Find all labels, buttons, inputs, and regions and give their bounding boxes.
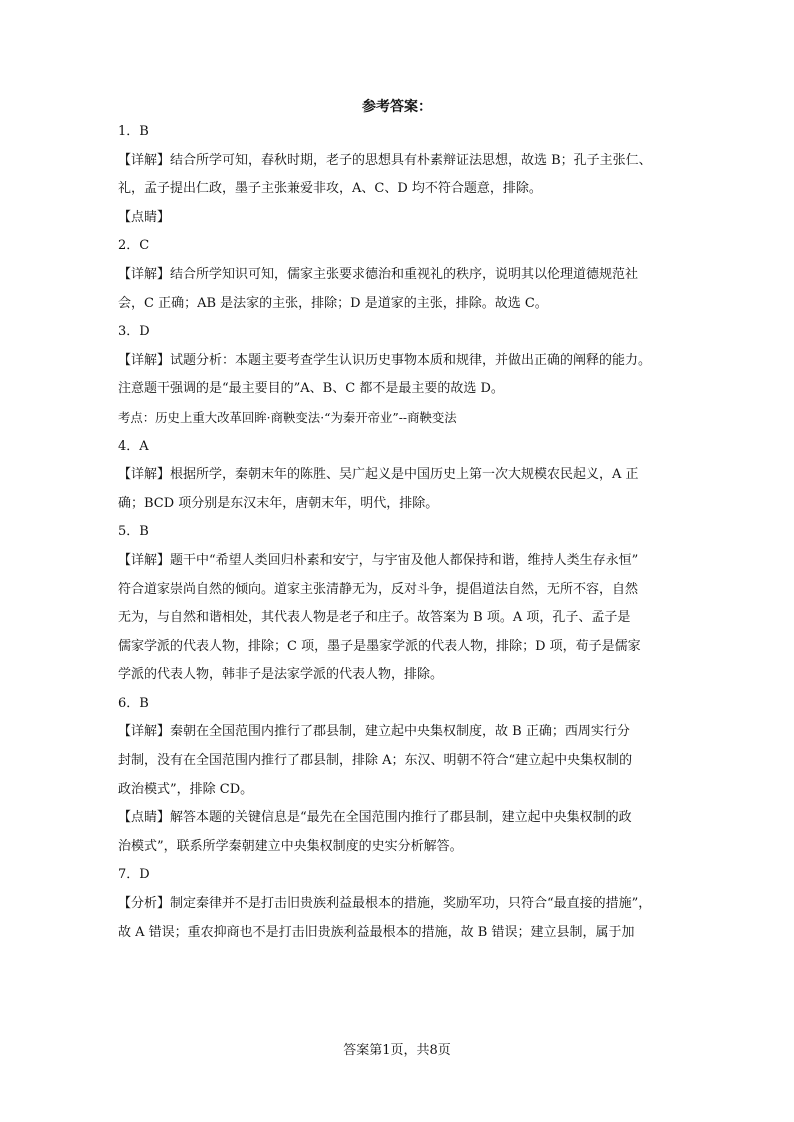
text-line: 【详解】题干中“希望人类回归朴素和安宁，与宇宙及他人都保持和谐，维持人类生存永恒” (118, 552, 639, 568)
text-line: 【详解】结合所学知识可知，儒家主张要求德治和重视礼的秩序，说明其以伦理道德规范社 (118, 266, 639, 282)
text-line: 【点睛】 (118, 209, 171, 225)
text-line: 2．C (118, 238, 150, 254)
text-line: 符合道家崇尚自然的倾向。道家主张清静无为，反对斗争，提倡道法自然，无所不容，自然 (118, 581, 639, 597)
text-line: 确；BCD 项分别是东汉末年，唐朝末年，明代，排除。 (118, 495, 439, 511)
text-line: 3．D (118, 324, 150, 340)
text-line: 无为，与自然和谐相处，其代表人物是老子和庄子。故答案为 B 项。A 项，孔子、孟子是 (118, 610, 631, 626)
text-line: 封制，没有在全国范围内推行了郡县制，排除 A；东汉、明朝不符合“建立起中央集权制的 (118, 753, 633, 769)
text-line: 考点：历史上重大改革回眸·商鞅变法·“为秦开帝业”--商鞅变法 (118, 409, 457, 425)
text-line: 【详解】秦朝在全国范围内推行了郡县制，建立起中央集权制度，故 B 正确；西周实行分 (118, 724, 630, 740)
text-line: 会，C 正确；AB 是法家的主张，排除；D 是道家的主张，排除。故选 C。 (118, 295, 548, 311)
text-line: 4．A (118, 438, 149, 454)
text-line: 5．B (118, 524, 149, 540)
text-line: 6．B (118, 695, 149, 711)
text-line: 【分析】制定秦律并不是打击旧贵族利益最根本的措施，奖励军功，只符合“最直接的措施”， (118, 896, 652, 912)
text-line: 1．B (118, 124, 149, 139)
text-line: 【详解】根据所学，秦朝末年的陈胜、吴广起义是中国历史上第一次大规模农民起义，A 正 (118, 467, 639, 483)
text-line: 故 A 错误；重农抑商也不是打击旧贵族利益最根本的措施，故 B 错误；建立县制，属于加 (118, 924, 635, 940)
text-line: 学派的代表人物，韩非子是法家学派的代表人物，排除。 (118, 667, 444, 683)
text-line: 治模式”，联系所学秦朝建立中央集权制度的史实分析解答。 (118, 838, 463, 854)
text-line: 7．D (118, 867, 150, 883)
text-line: 【详解】试题分析：本题主要考查学生认识历史事物本质和规律，并做出正确的阐释的能力。 (118, 352, 652, 368)
text-line: 政治模式”，排除 CD。 (118, 781, 254, 797)
page-title: 参考答案： (362, 99, 432, 115)
text-line: 儒家学派的代表人物，排除；C 项，墨子是墨家学派的代表人物，排除；D 项，荀子是儒家 (118, 638, 641, 654)
text-line: 【详解】结合所学可知，春秋时期，老子的思想具有朴素辩证法思想，故选 B；孔子主张仁、 (118, 152, 652, 168)
answer-content (118, 118, 678, 947)
text-line: 【点睛】解答本题的关键信息是“最先在全国范围内推行了郡县制，建立起中央集权制的政 (118, 810, 632, 826)
text-line: 注意题干强调的是“最主要目的”A、B、C 都不是最主要的故选 D。 (118, 381, 504, 397)
page-footer: 答案第1页，共8页 (343, 1043, 451, 1058)
text-line: 礼，孟子提出仁政，墨子主张兼爱非攻，A、C、D 均不符合题意，排除。 (118, 181, 542, 197)
